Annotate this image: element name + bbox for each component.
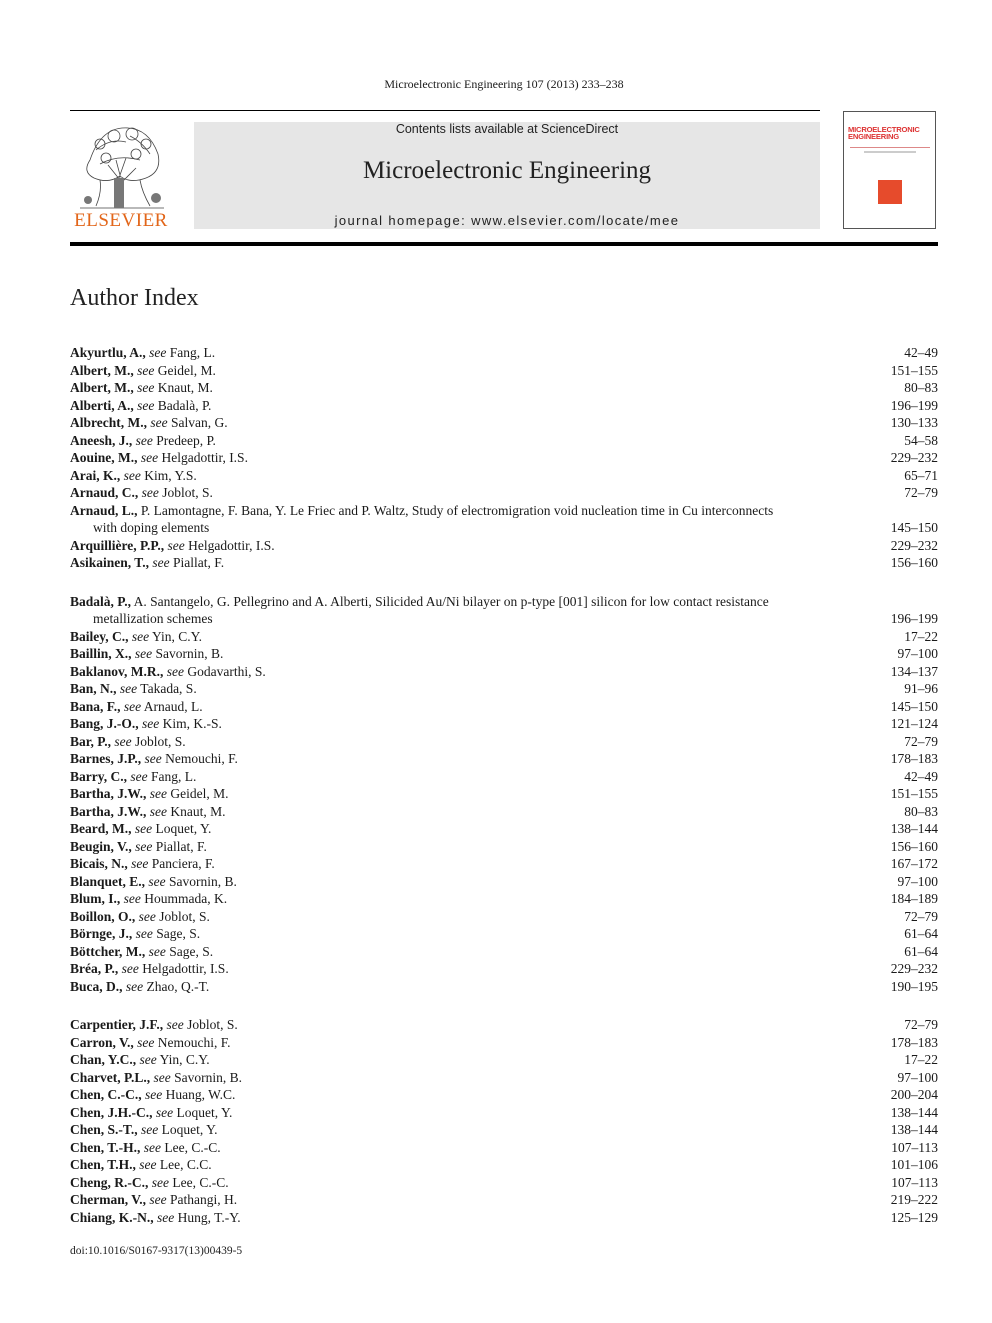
cross-reference: Loquet, Y. [176,1104,233,1120]
see-word: see [139,1052,157,1067]
index-entry [70,733,938,751]
entry-text [70,663,938,681]
cross-reference: Loquet, Y. [161,1122,218,1137]
entry-text [70,1034,938,1052]
see-word: see [152,555,170,570]
index-entry [70,978,938,996]
see-word: see [144,751,162,766]
entry-text [70,820,938,838]
index-entry [70,414,938,432]
see-word: see [150,415,168,430]
see-word: see [148,873,166,889]
cross-reference: Arnaud, L. [143,698,203,714]
cross-reference: Kim, Y.S. [144,467,197,483]
author-name: Arnaud, L., [70,502,138,518]
entry-text [70,680,938,698]
entry-text [70,397,938,415]
see-word: see [138,908,156,924]
see-word: see [131,628,150,644]
index-entry [70,750,938,768]
journal-homepage-link[interactable]: journal homepage: www.elsevier.com/locate/mee [334,213,680,228]
cross-reference: Joblot, S. [159,908,210,924]
entry-text [70,925,938,943]
see-word: see [155,1104,174,1120]
journal-cover-thumbnail [843,111,936,229]
author-name: Bartha, J.W., [70,786,147,801]
entry-text [70,908,938,926]
page-range: 178–183 [890,1034,938,1050]
page-range: 229–232 [890,537,938,553]
page-range: 156–160 [890,838,938,854]
page-range: 42–49 [904,768,938,784]
page-range: 196–199 [890,611,938,626]
page-range: 134–137 [890,663,938,679]
see-word: see [135,926,153,941]
cover-graphic [878,180,902,204]
page-range: 151–155 [890,786,938,801]
see-word: see [148,943,166,959]
page-range: 80–83 [904,380,938,395]
author-name: Albrecht, M., [70,415,147,430]
see-word: see [123,891,141,906]
cross-reference: Zhao, Q.-T. [146,978,210,994]
author-name: Akyurtlu, A., [70,345,146,360]
index-entry [70,1051,938,1069]
page-range: 178–183 [890,751,938,766]
author-name: Albert, M., [70,362,134,378]
index-entry [70,502,938,537]
cross-reference: Godavarthi, S. [187,663,266,679]
see-word: see [143,1139,162,1155]
index-entry [70,873,938,891]
author-name: Chen, T.H., [70,1157,136,1172]
page-range: 101–106 [890,1157,938,1172]
see-word: see [123,467,141,483]
see-word: see [137,380,155,395]
page-range: 72–79 [904,908,938,924]
index-entry [70,593,938,628]
author-name: Böttcher, M., [70,943,146,959]
author-name: Chen, S.-T., [70,1122,138,1137]
index-entry [70,838,938,856]
entry-text [70,1069,938,1087]
cross-reference: Knaut, M. [157,380,213,395]
page-range: 91–96 [904,681,938,696]
index-entry [70,1139,938,1157]
entry-text [70,978,938,996]
entry-text [70,943,938,961]
index-entry [70,663,938,681]
author-name: Bicais, N., [70,856,128,871]
entry-text [70,1016,938,1034]
entry-text [70,785,938,803]
cross-reference: Joblot, S. [162,485,213,500]
page-range: 184–189 [890,891,938,906]
author-name: Bartha, J.W., [70,803,147,819]
cross-reference: Helgadottir, I.S. [161,450,248,465]
tree-icon [70,120,172,210]
index-entry [70,698,938,716]
cross-reference: Lee, C.C. [159,1157,212,1172]
page-range: 130–133 [890,415,938,430]
cross-reference: Badalà, P. [157,397,212,413]
author-name: Barry, C., [70,768,127,784]
author-index-list [70,344,938,1226]
cross-reference: Lee, C.-C. [172,1174,229,1190]
group-separator [70,995,938,1016]
author-name: Arai, K., [70,467,121,483]
entry-text [70,960,938,978]
see-word: see [121,961,139,976]
index-entry [70,785,938,803]
entry-text [70,449,938,467]
see-word: see [166,1017,184,1032]
see-word: see [145,1087,163,1102]
page-range: 61–64 [904,926,938,941]
entry-text [70,628,938,646]
page-range: 97–100 [897,873,938,889]
see-word: see [151,1174,170,1190]
page-range: 54–58 [904,432,938,448]
index-entry [70,1104,938,1122]
group-separator [70,572,938,593]
page-range: 97–100 [897,1069,938,1085]
index-entry [70,379,938,397]
page-range: 72–79 [904,733,938,749]
page-range: 107–113 [891,1174,938,1190]
author-name: Bang, J.-O., [70,716,139,731]
entry-text [70,1209,938,1227]
header-divider-bottom [70,242,938,246]
index-entry [70,537,938,555]
see-word: see [134,821,153,836]
see-word: see [153,1069,171,1085]
author-name: Carron, V., [70,1034,134,1050]
index-entry [70,1034,938,1052]
page-range: 138–144 [890,821,938,836]
see-word: see [166,663,185,679]
entry-text [70,554,938,572]
entry-text [70,1139,938,1157]
entry-text [70,733,938,751]
entry-text [70,645,938,663]
author-name: Aneesh, J., [70,432,133,448]
cross-reference: Joblot, S. [187,1017,238,1032]
author-name: Ban, N., [70,681,117,696]
entry-text [70,873,938,891]
page-range: 97–100 [897,646,938,661]
index-entry [70,628,938,646]
article-citation: P. Lamontagne, F. Bana, Y. Le Friec and P. Waltz, Study of electromigration void nucleation time in Cu interconnects with doping elements [93,502,774,535]
entry-text [70,1051,938,1069]
author-name: Bréa, P., [70,961,119,976]
cover-divider [850,147,930,148]
index-entry [70,768,938,786]
entry-text [70,484,938,502]
see-word: see [137,362,155,378]
cross-reference: Huang, W.C. [165,1087,236,1102]
page-range: 80–83 [904,803,938,819]
author-name: Baillin, X., [70,646,132,661]
page-range: 229–232 [890,450,938,465]
page-range: 167–172 [890,856,938,871]
page-range: 138–144 [890,1104,938,1120]
entry-text [70,768,938,786]
index-entry [70,344,938,362]
page-range: 17–22 [904,1052,938,1067]
cross-reference: Sage, S. [169,943,214,959]
cross-reference: Hung, T.-Y. [177,1209,241,1225]
page-range: 72–79 [904,485,938,500]
entry-text [70,379,938,397]
see-word: see [131,856,149,871]
cross-reference: Hoummada, K. [144,891,228,906]
article-citation: A. Santangelo, G. Pellegrino and A. Alberti, Silicided Au/Ni bilayer on p-type [001] silicon for low contact resistance metallization schemes [93,593,769,626]
entry-text [70,537,938,555]
author-name: Blanquet, E., [70,873,146,889]
index-entry [70,1086,938,1104]
entry-text [70,414,938,432]
publisher-name: ELSEVIER [74,210,168,231]
page-range: 200–204 [890,1087,938,1102]
index-entry [70,397,938,415]
see-word: see [130,768,148,784]
entry-text [70,803,938,821]
author-name: Alberti, A., [70,397,134,413]
entry-text [70,1086,938,1104]
cross-reference: Panciera, F. [151,856,215,871]
see-word: see [135,432,153,448]
page-range: 125–129 [890,1209,938,1225]
entry-text [70,432,938,450]
index-entry [70,1209,938,1227]
author-name: Bar, P., [70,733,112,749]
index-entry [70,432,938,450]
section-title: Author Index [70,285,199,311]
entry-text [70,1104,938,1122]
cross-reference: Fang, L. [151,768,197,784]
author-name: Charvet, P.L., [70,1069,151,1085]
index-entry [70,680,938,698]
index-entry [70,890,938,908]
index-entry [70,449,938,467]
author-name: Albert, M., [70,380,134,395]
page-range: 17–22 [904,628,938,644]
cross-reference: Pathangi, H. [170,1192,238,1207]
entry-text [70,1191,938,1209]
page-range: 145–150 [890,698,938,714]
entry-text [70,502,938,537]
see-word: see [125,978,144,994]
entry-text [70,344,938,362]
author-name: Arquillière, P.P., [70,537,165,553]
cross-reference: Nemouchi, F. [157,1034,231,1050]
index-entry [70,1174,938,1192]
index-entry [70,1016,938,1034]
index-entry [70,362,938,380]
page-range: 42–49 [904,345,938,360]
index-entry [70,467,938,485]
page-range: 190–195 [890,978,938,994]
cross-reference: Geidel, M. [157,362,216,378]
entry-text [70,467,938,485]
author-name: Bana, F., [70,698,121,714]
see-word: see [137,1034,155,1050]
page-range: 145–150 [890,520,938,535]
author-name: Beugin, V., [70,838,132,854]
cross-reference: Savornin, B. [169,873,237,889]
author-name: Börnge, J., [70,926,133,941]
author-name: Beard, M., [70,821,132,836]
cross-reference: Piallat, F. [155,838,207,854]
page-range: 151–155 [890,362,938,378]
cross-reference: Loquet, Y. [155,821,212,836]
header-divider-top [70,110,820,111]
author-name: Chen, T.-H., [70,1139,141,1155]
author-name: Arnaud, C., [70,485,139,500]
see-word: see [114,733,132,749]
author-name: Badalà, P., [70,593,132,609]
page-range: 229–232 [890,961,938,976]
elsevier-logo [70,120,172,232]
index-entry [70,820,938,838]
author-name: Carpentier, J.F., [70,1017,164,1032]
see-word: see [149,1192,167,1207]
author-name: Bailey, C., [70,628,129,644]
entry-text [70,750,938,768]
index-entry [70,908,938,926]
index-entry [70,484,938,502]
entry-text [70,855,938,873]
author-name: Baklanov, M.R., [70,663,164,679]
cross-reference: Sage, S. [156,926,201,941]
cross-reference: Lee, C.-C. [164,1139,221,1155]
author-name: Barnes, J.P., [70,751,142,766]
entry-text [70,1121,938,1139]
see-word: see [149,345,167,360]
cross-reference: Helgadottir, I.S. [188,537,275,553]
journal-reference: Microelectronic Engineering 107 (2013) 233–238 [384,77,624,91]
author-name: Chen, C.-C., [70,1087,142,1102]
index-entry [70,925,938,943]
entry-text [70,362,938,380]
author-name: Chen, J.H.-C., [70,1104,153,1120]
cover-title-line1: MICROELECTRONIC [848,125,920,134]
cross-reference: Piallat, F. [173,555,225,570]
author-name: Buca, D., [70,978,123,994]
see-word: see [134,646,153,661]
cross-reference: Savornin, B. [174,1069,243,1085]
see-word: see [167,537,185,553]
page-range: 138–144 [890,1122,938,1137]
entry-text [70,838,938,856]
index-entry [70,715,938,733]
entry-text [70,698,938,716]
index-entry [70,1191,938,1209]
cross-reference: Joblot, S. [135,733,186,749]
see-word: see [157,1209,175,1225]
contents-availability[interactable]: Contents lists available at ScienceDirect [395,122,619,136]
cross-reference: Kim, K.-S. [162,716,222,731]
see-word: see [149,803,168,819]
page-range: 72–79 [904,1017,938,1032]
cover-title [848,126,933,140]
see-word: see [149,786,168,801]
index-entry [70,855,938,873]
see-word: see [119,681,138,696]
cross-reference: Predeep, P. [156,432,216,448]
journal-title: Microelectronic Engineering [362,157,652,184]
author-name: Cherman, V., [70,1192,147,1207]
doi-footer[interactable]: doi:10.1016/S0167-9317(13)00439-5 [70,1245,243,1257]
index-entry [70,960,938,978]
index-entry [70,1121,938,1139]
entry-text [70,890,938,908]
author-name: Chan, Y.C., [70,1052,137,1067]
cover-title-line2: ENGINEERING [848,132,899,141]
index-entry [70,645,938,663]
page-range: 65–71 [904,467,938,483]
author-name: Chiang, K.-N., [70,1209,154,1225]
cross-reference: Geidel, M. [170,786,229,801]
cross-reference: Yin, C.Y. [159,1052,210,1067]
see-word: see [142,716,160,731]
page-range: 196–199 [890,397,938,413]
see-word: see [141,1122,159,1137]
see-word: see [141,485,159,500]
page-range: 121–124 [890,716,938,731]
author-name: Cheng, R.-C., [70,1174,149,1190]
see-word: see [123,698,142,714]
author-name: Blum, I., [70,891,121,906]
see-word: see [137,397,155,413]
cross-reference: Salvan, G. [171,415,228,430]
entry-text [70,715,938,733]
index-entry [70,1156,938,1174]
see-word: see [139,1157,157,1172]
index-entry [70,1069,938,1087]
entry-text [70,593,938,628]
page-range: 107–113 [891,1139,938,1155]
cross-reference: Yin, C.Y. [152,628,203,644]
author-name: Aouine, M., [70,450,138,465]
cross-reference: Fang, L. [169,345,216,360]
entry-text [70,1156,938,1174]
index-entry [70,943,938,961]
index-entry [70,803,938,821]
cross-reference: Savornin, B. [155,646,224,661]
see-word: see [135,838,153,854]
author-name: Asikainen, T., [70,555,150,570]
cross-reference: Nemouchi, F. [165,751,238,766]
index-entry [70,554,938,572]
page-range: 156–160 [890,555,938,570]
see-word: see [140,450,159,465]
entry-text [70,1174,938,1192]
cross-reference: Knaut, M. [170,803,226,819]
cover-subtitle-bar [864,151,916,153]
journal-masthead [194,122,820,229]
page-range: 61–64 [904,943,938,959]
author-name: Boillon, O., [70,908,136,924]
page-range: 219–222 [890,1192,938,1207]
cross-reference: Helgadottir, I.S. [142,961,229,976]
cross-reference: Takada, S. [140,681,197,696]
